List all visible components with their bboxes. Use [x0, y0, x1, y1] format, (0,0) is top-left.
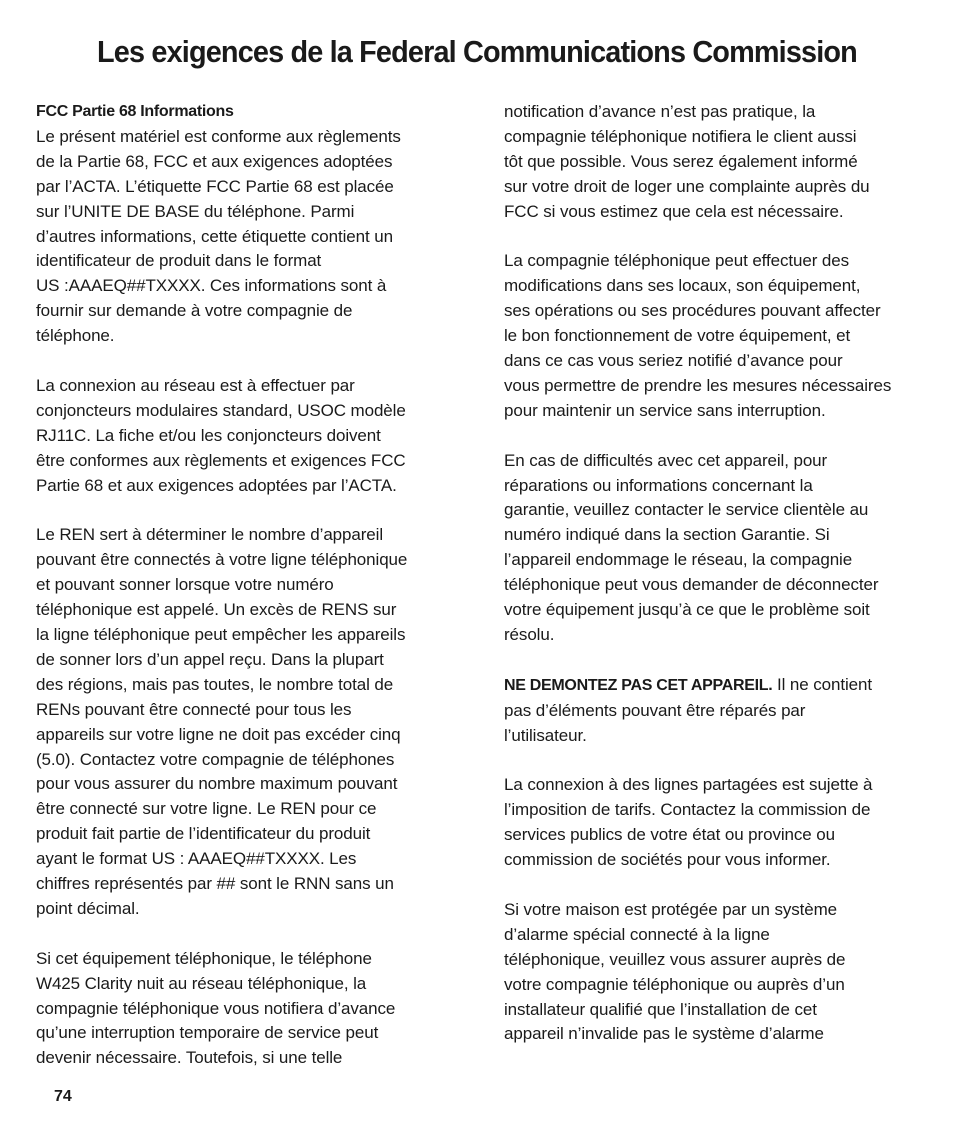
do-not-disassemble-paragraph: [504, 673, 924, 749]
ren-paragraph: Le REN sert à déterminer le nombre d’appareil pouvant être connectés à votre ligne téléphonique et pouvant sonner lorsque votre numéro téléphonique est appelé. Un excès de RENS sur la ligne téléphonique peut empêcher les appareils de sonner lors d’un appel reçu. Dans la plupart des régions, mais pas toutes, le nombre total de RENs pouvant être connecté pour tous les appareils sur votre ligne ne doit pas excéder cinq (5.0). Contactez votre compagnie de téléphones pour vous assurer du nombre maximum pouvant être connecté sur votre ligne. Le REN pour ce produit fait partie de l’identificateur du produit ayant le format US : AAAEQ##TXXXX. Les chiffres représentés par ## sont le RNN sans un point décimal.: [36, 525, 408, 918]
fcc-part68-paragraph: [36, 100, 476, 349]
left-column: [36, 100, 476, 1096]
party-lines-paragraph: La connexion à des lignes partagées est sujette à l’imposition de tarifs. Contactez la commission de services publics de votre état ou province ou commission de sociétés pour vous informer.: [504, 775, 873, 870]
advance-notice-paragraph: notification d’avance n’est pas pratique, la compagnie téléphonique notifiera le client aussi tôt que possible. Vous serez également informé sur votre droit de loger une complainte auprès du FCC si vous estimez que cela est nécessaire.: [504, 102, 870, 221]
page-number: 74: [54, 1088, 72, 1105]
right-column: [504, 100, 924, 1072]
troubleshooting-paragraph: En cas de difficultés avec cet appareil, pour réparations ou informations concernant la garantie, veuillez contacter le service clientèle au numéro indiqué dans la section Garantie. Si l’appareil endommage le réseau, la compagnie téléphonique peut vous demander de déconnecter votre équipement jusqu’à ce que le problème soit résolu.: [504, 450, 879, 644]
page-title: Les exigences de la Federal Communications Commission: [97, 34, 857, 69]
section-heading: FCC Partie 68 Informations: [36, 103, 234, 120]
facility-changes-paragraph: La compagnie téléphonique peut effectuer des modifications dans ses locaux, son équipement, ses opérations ou ses procédures pouvant affecter le bon fonctionnement de votre équipement, et dans ce cas vous seriez notifié d’avance pour vous permettre de prendre les mesures nécessaires pour maintenir un service sans interruption.: [504, 251, 892, 420]
warning-text: NE DEMONTEZ PAS CET APPAREIL.: [504, 676, 773, 694]
paragraph-text: Le présent matériel est conforme aux règlements de la Partie 68, FCC et aux exigences adoptées par l’ACTA. L’étiquette FCC Partie 68 est placée sur l’UNITE DE BASE du téléphone. Parmi d’autres informations, cette étiquette contient un identificateur de produit dans le format US :AAAEQ##TXXXX. Ces informations sont à fournir sur demande à votre compagnie de téléphone.: [36, 126, 401, 346]
alarm-system-paragraph: Si votre maison est protégée par un système d’alarme spécial connecté à la ligne téléphonique, veuillez vous assurer auprès de votre compagnie téléphonique ou auprès d’un installateur qualifié que l’installation de cet appareil n’invalide pas le système d’alarme: [504, 899, 846, 1044]
paragraph-text: Il ne contient pas d’éléments pouvant être réparés par l’utilisateur.: [504, 674, 872, 745]
interference-paragraph: Si cet équipement téléphonique, le téléphone W425 Clarity nuit au réseau téléphonique, la compagnie téléphonique vous notifiera d’avance qu’une interruption temporaire de service peut devenir nécessaire. Toutefois, si une telle: [36, 948, 396, 1068]
network-connection-paragraph: La connexion au réseau est à effectuer par conjoncteurs modulaires standard, USOC modèle RJ11C. La fiche et/ou les conjoncteurs doivent être conformes aux règlements et exigences FCC Partie 68 et aux exigences adoptées par l’ACTA.: [36, 375, 406, 495]
